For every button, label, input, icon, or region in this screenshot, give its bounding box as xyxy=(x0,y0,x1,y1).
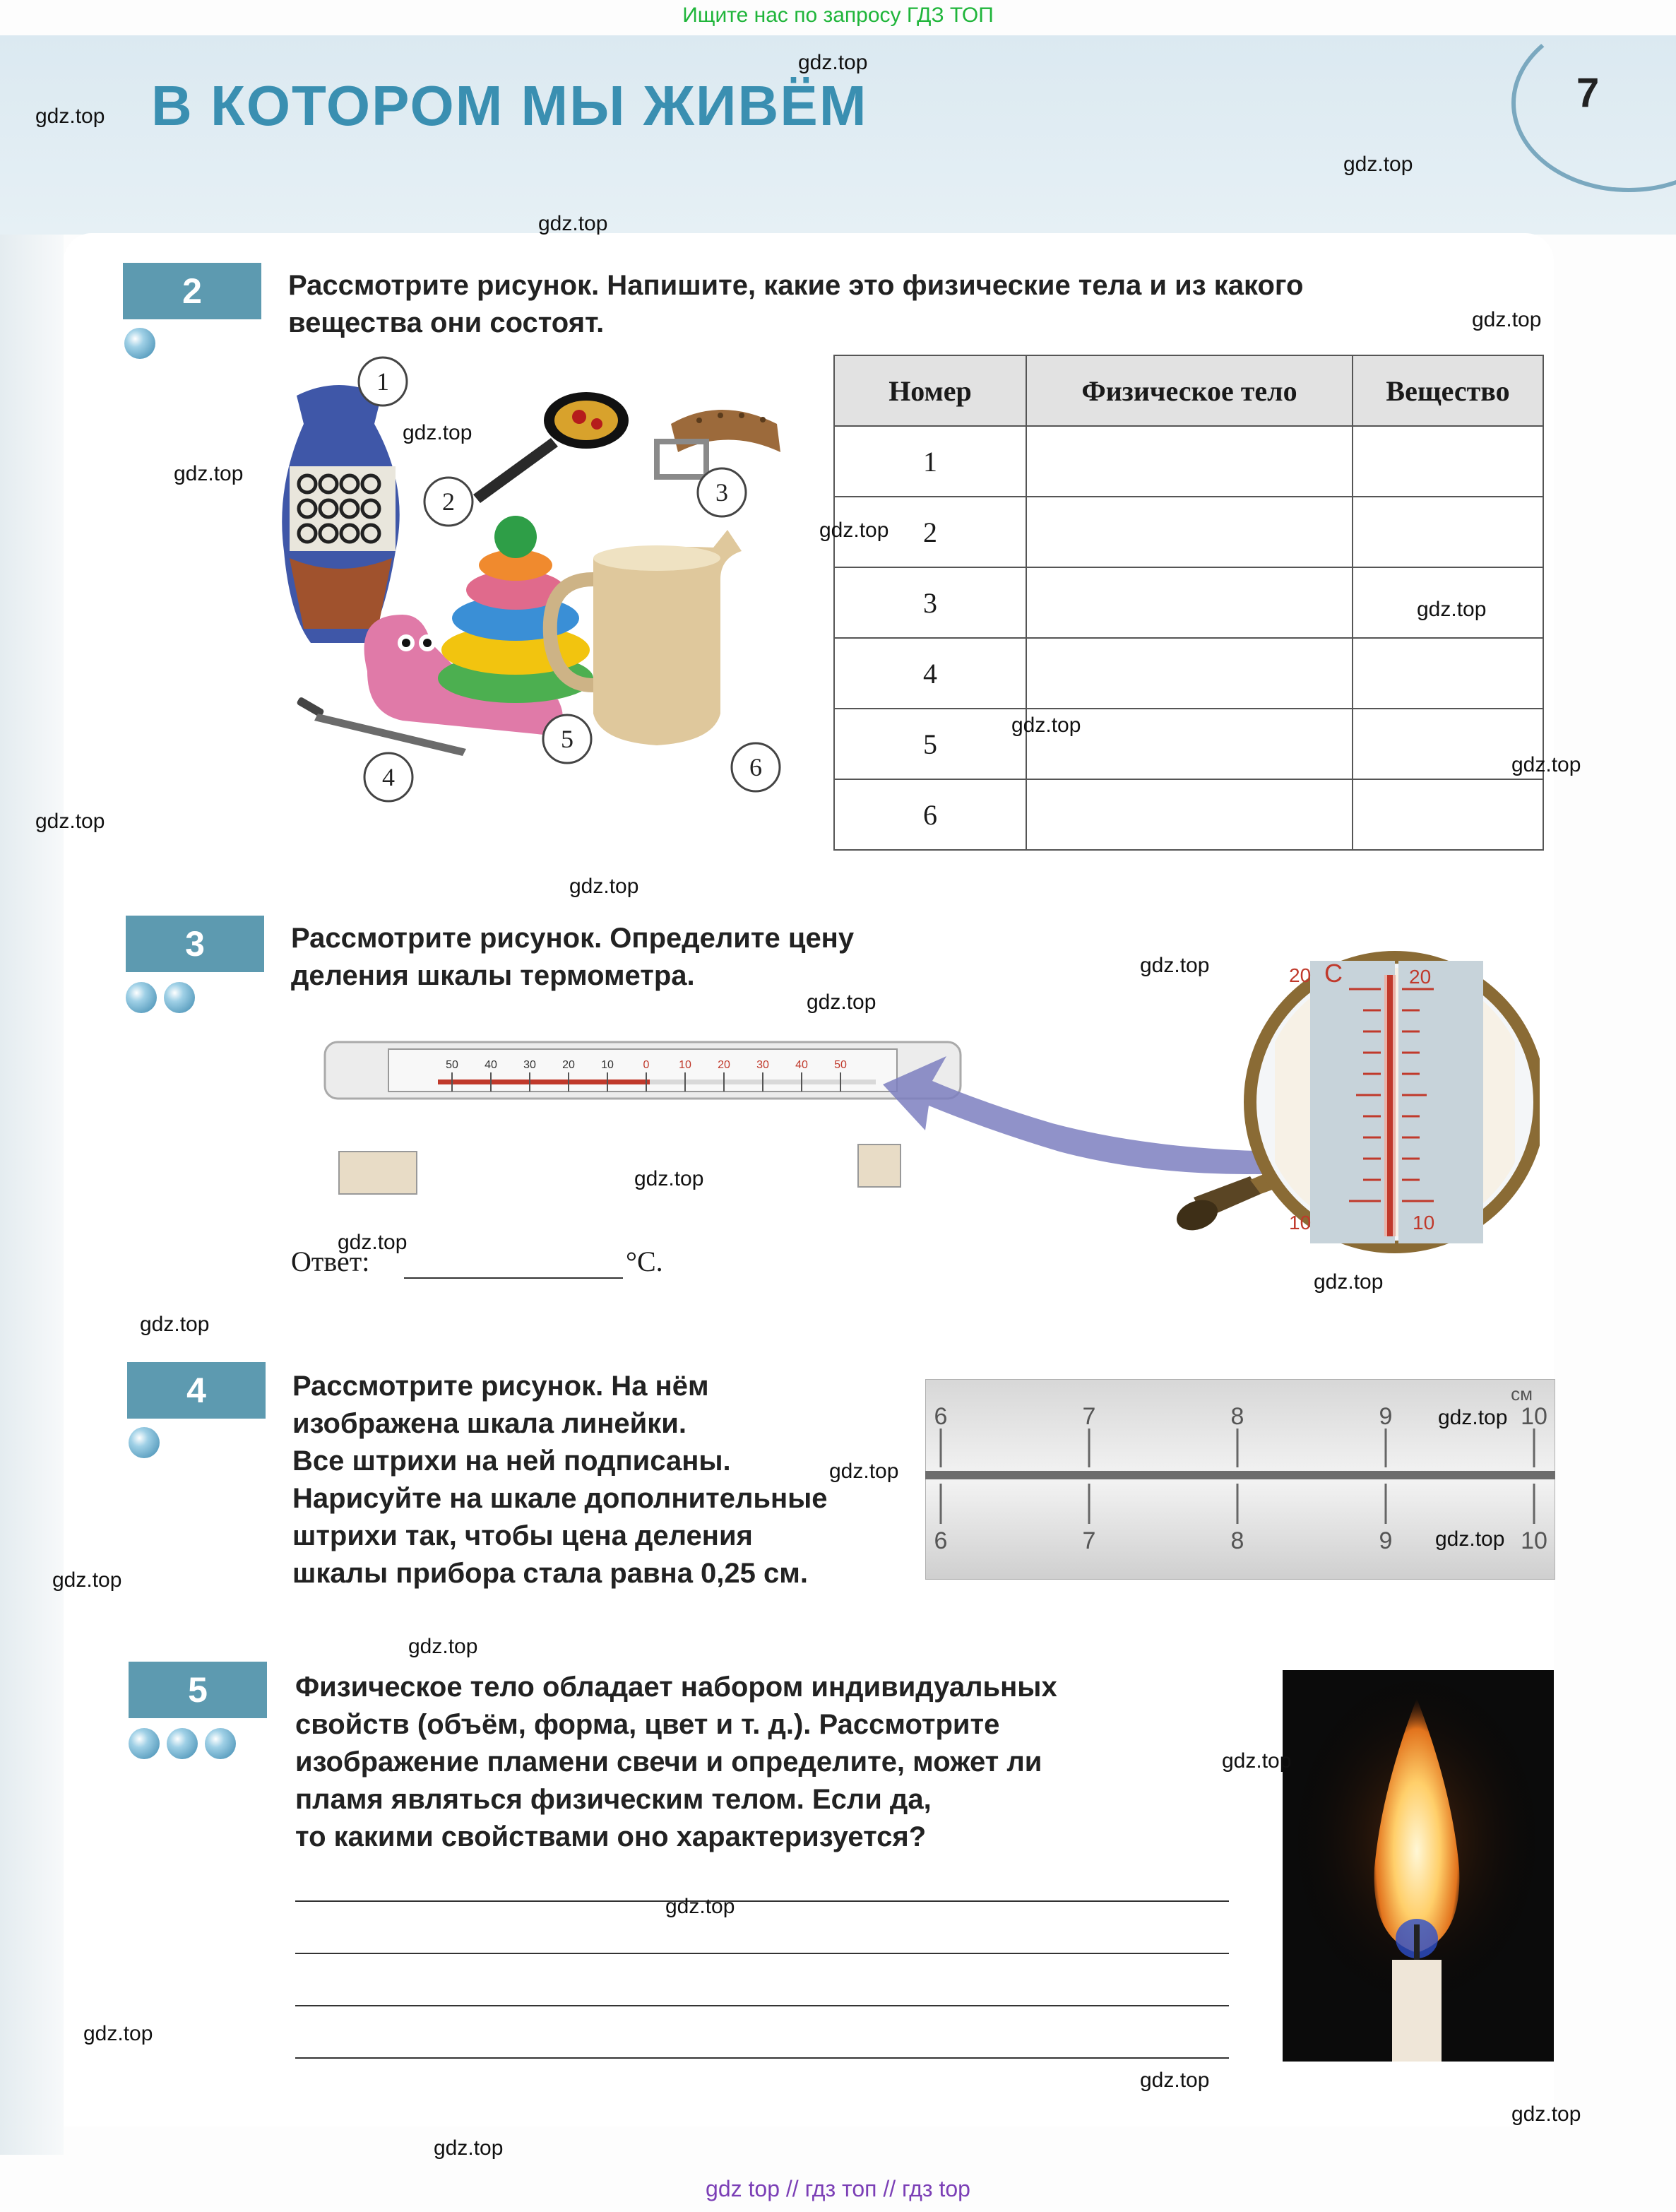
task3-answer-unit: °С. xyxy=(626,1246,663,1277)
task4-text-line: изображена шкала линейки. xyxy=(292,1408,687,1439)
thermometer-tick-label: 50 xyxy=(446,1059,458,1071)
magnifier-label-10-left: 10 xyxy=(1289,1212,1312,1234)
watermark: gdz.top xyxy=(1435,1527,1505,1551)
thermometer-tick-label: 0 xyxy=(643,1059,650,1071)
watermark: gdz.top xyxy=(1472,308,1542,331)
body-cell[interactable] xyxy=(1026,567,1353,638)
task5-text-line: свойств (объём, форма, цвет и т. д.). Рассмотрите xyxy=(295,1709,1000,1740)
pyramid-toy-image xyxy=(364,516,593,735)
task5-text-line: изображение пламени свечи и определите, может ли xyxy=(295,1746,1042,1778)
watermark: gdz.top xyxy=(798,51,868,74)
thermometer-tick-label: 40 xyxy=(485,1059,497,1071)
watermark: gdz.top xyxy=(634,1167,704,1190)
row-number: 3 xyxy=(834,567,1026,638)
page-edge-shadow xyxy=(0,35,64,2155)
ruler-label-bottom: 8 xyxy=(1230,1527,1244,1554)
difficulty-dot xyxy=(129,1427,160,1458)
row-number: 5 xyxy=(834,709,1026,779)
watermark: gdz.top xyxy=(52,1568,122,1592)
task5-text-line: то какими свойствами оно характеризуется? xyxy=(295,1821,927,1852)
answer-line[interactable] xyxy=(295,1900,1229,1902)
vase-image xyxy=(282,385,399,643)
watermark: gdz.top xyxy=(1314,1270,1384,1294)
task5-text-line: пламя являться физическим телом. Если да, xyxy=(295,1784,932,1815)
belt-image xyxy=(657,410,780,477)
answer-line[interactable] xyxy=(295,2057,1229,2059)
table-header-body: Физическое тело xyxy=(1026,355,1353,426)
magnifier-label-20-left: 20 xyxy=(1289,964,1312,986)
table-row xyxy=(834,497,1543,567)
ruler-unit: см xyxy=(1511,1383,1533,1404)
watermark: gdz.top xyxy=(1222,1749,1292,1773)
ruler-label-bottom: 7 xyxy=(1082,1527,1096,1554)
body-cell[interactable] xyxy=(1026,638,1353,709)
ruler-label-bottom: 9 xyxy=(1379,1527,1393,1554)
watermark: gdz.top xyxy=(408,1635,478,1658)
row-number: 2 xyxy=(834,497,1026,567)
watermark: gdz.top xyxy=(35,105,105,128)
table-row xyxy=(834,638,1543,709)
task2-text-line1: Рассмотрите рисунок. Напишите, какие это физические тела и из какого xyxy=(288,270,1304,301)
table-row xyxy=(834,426,1543,497)
task5-difficulty xyxy=(129,1728,236,1759)
row-number: 6 xyxy=(834,779,1026,850)
watermark: gdz.top xyxy=(1140,2069,1210,2092)
task3-text-line1: Рассмотрите рисунок. Определите цену xyxy=(291,923,855,954)
task5-text-line: Физическое тело обладает набором индивидуальных xyxy=(295,1672,1057,1703)
watermark: gdz.top xyxy=(174,462,244,485)
picture-label-5: 5 xyxy=(561,725,573,753)
body-cell[interactable] xyxy=(1026,426,1353,497)
top-banner[interactable]: Ищите нас по запросу ГДЗ ТОП xyxy=(682,4,994,27)
difficulty-dot xyxy=(129,1728,160,1759)
picture-label-1: 1 xyxy=(376,367,389,396)
thermometer-tick-label: 10 xyxy=(601,1059,614,1071)
ruler-label-top: 7 xyxy=(1082,1403,1096,1430)
task3-difficulty xyxy=(126,982,195,1013)
difficulty-dot xyxy=(164,982,195,1013)
difficulty-dot xyxy=(124,328,155,359)
task4-text-line: штрихи так, чтобы цена деления xyxy=(292,1520,753,1551)
task3-answer-field[interactable] xyxy=(404,1277,623,1279)
footer-links[interactable]: gdz top // гдз топ // гдз top xyxy=(706,2176,970,2201)
watermark: gdz.top xyxy=(819,519,889,542)
task2-text-line2: вещества они состоят. xyxy=(288,307,605,338)
difficulty-dot xyxy=(126,982,157,1013)
task3-text-line2: деления шкалы термометра. xyxy=(291,960,695,991)
ruler-label-top: 9 xyxy=(1379,1403,1393,1430)
task4-text-line: Рассмотрите рисунок. На нём xyxy=(292,1371,709,1402)
substance-cell[interactable] xyxy=(1353,426,1543,497)
task2-difficulty xyxy=(124,328,155,359)
task5-number: 5 xyxy=(129,1662,267,1718)
task4-text-line: шкалы прибора стала равна 0,25 см. xyxy=(292,1558,808,1589)
task2-number: 2 xyxy=(123,263,261,319)
substance-cell[interactable] xyxy=(1353,779,1543,850)
picture-label-2: 2 xyxy=(442,487,455,516)
task4-question xyxy=(292,1368,914,1592)
task4-difficulty xyxy=(129,1427,160,1458)
candle-flame-photo xyxy=(1283,1670,1554,2062)
row-number: 1 xyxy=(834,426,1026,497)
watermark: gdz.top xyxy=(35,810,105,833)
watermark: gdz.top xyxy=(1438,1406,1508,1429)
watermark: gdz.top xyxy=(403,421,473,444)
table-header-number: Номер xyxy=(834,355,1026,426)
answer-line[interactable] xyxy=(295,1953,1229,1954)
watermark: gdz.top xyxy=(829,1460,899,1483)
table-row xyxy=(834,709,1543,779)
answer-line[interactable] xyxy=(295,2005,1229,2006)
watermark: gdz.top xyxy=(1511,753,1581,776)
substance-cell[interactable] xyxy=(1353,497,1543,567)
watermark: gdz.top xyxy=(83,2022,153,2045)
magnifier-unit: C xyxy=(1324,959,1343,988)
ruler-label-top: 10 xyxy=(1521,1403,1547,1430)
table-header-row xyxy=(834,355,1543,426)
task3-number: 3 xyxy=(126,916,264,972)
magnifier-label-10-right: 10 xyxy=(1413,1212,1435,1234)
watermark: gdz.top xyxy=(569,875,639,898)
watermark: gdz.top xyxy=(665,1895,735,1918)
watermark: gdz.top xyxy=(1511,2102,1581,2126)
thermometer-tick-label: 10 xyxy=(679,1059,691,1071)
body-cell[interactable] xyxy=(1026,497,1353,567)
thermometer-tick-label: 20 xyxy=(718,1059,730,1071)
task3-thermometer-picture xyxy=(311,918,1540,1314)
thermometer-tick-label: 30 xyxy=(523,1059,536,1071)
task2-objects-picture xyxy=(261,346,812,812)
thermometer-tick-label: 20 xyxy=(562,1059,575,1071)
difficulty-dot xyxy=(205,1728,236,1759)
watermark: gdz.top xyxy=(434,2136,504,2160)
substance-cell[interactable] xyxy=(1353,638,1543,709)
watermark: gdz.top xyxy=(338,1231,408,1254)
picture-label-4: 4 xyxy=(382,763,395,791)
task3-answer-label: Ответ: xyxy=(291,1246,370,1277)
thermometer-tick-label: 50 xyxy=(834,1059,847,1071)
thermometer-tick-label: 40 xyxy=(795,1059,808,1071)
difficulty-dot xyxy=(167,1728,198,1759)
row-number: 4 xyxy=(834,638,1026,709)
watermark: gdz.top xyxy=(1011,714,1081,737)
task4-text-line: Нарисуйте на шкале дополнительные xyxy=(292,1483,828,1514)
ruler-label-bottom: 10 xyxy=(1521,1527,1547,1554)
table-header-substance: Вещество xyxy=(1353,355,1543,426)
magnifier-label-20-right: 20 xyxy=(1409,966,1432,988)
page-number: 7 xyxy=(1576,70,1600,116)
task5-question xyxy=(295,1669,1213,1856)
task2-question xyxy=(288,267,1489,342)
watermark: gdz.top xyxy=(1417,598,1487,621)
watermark: gdz.top xyxy=(140,1313,210,1336)
watermark: gdz.top xyxy=(807,990,876,1014)
ruler-label-top: 6 xyxy=(934,1403,948,1430)
thermometer-tick-label: 30 xyxy=(756,1059,769,1071)
picture-label-3: 3 xyxy=(715,478,728,507)
body-cell[interactable] xyxy=(1026,779,1353,850)
ruler-label-bottom: 6 xyxy=(934,1527,948,1554)
task4-text-line: Все штрихи на ней подписаны. xyxy=(292,1445,731,1477)
magnifier-lens xyxy=(1250,957,1540,1247)
spoon-image xyxy=(473,392,629,503)
watermark: gdz.top xyxy=(538,212,608,235)
picture-label-6: 6 xyxy=(749,753,762,781)
table-row xyxy=(834,779,1543,850)
task4-number: 4 xyxy=(127,1362,266,1419)
ruler-label-top: 8 xyxy=(1230,1403,1244,1430)
watermark: gdz.top xyxy=(1343,153,1413,176)
watermark: gdz.top xyxy=(1140,954,1210,977)
page-title: В КОТОРОМ МЫ ЖИВЁМ xyxy=(151,74,868,137)
